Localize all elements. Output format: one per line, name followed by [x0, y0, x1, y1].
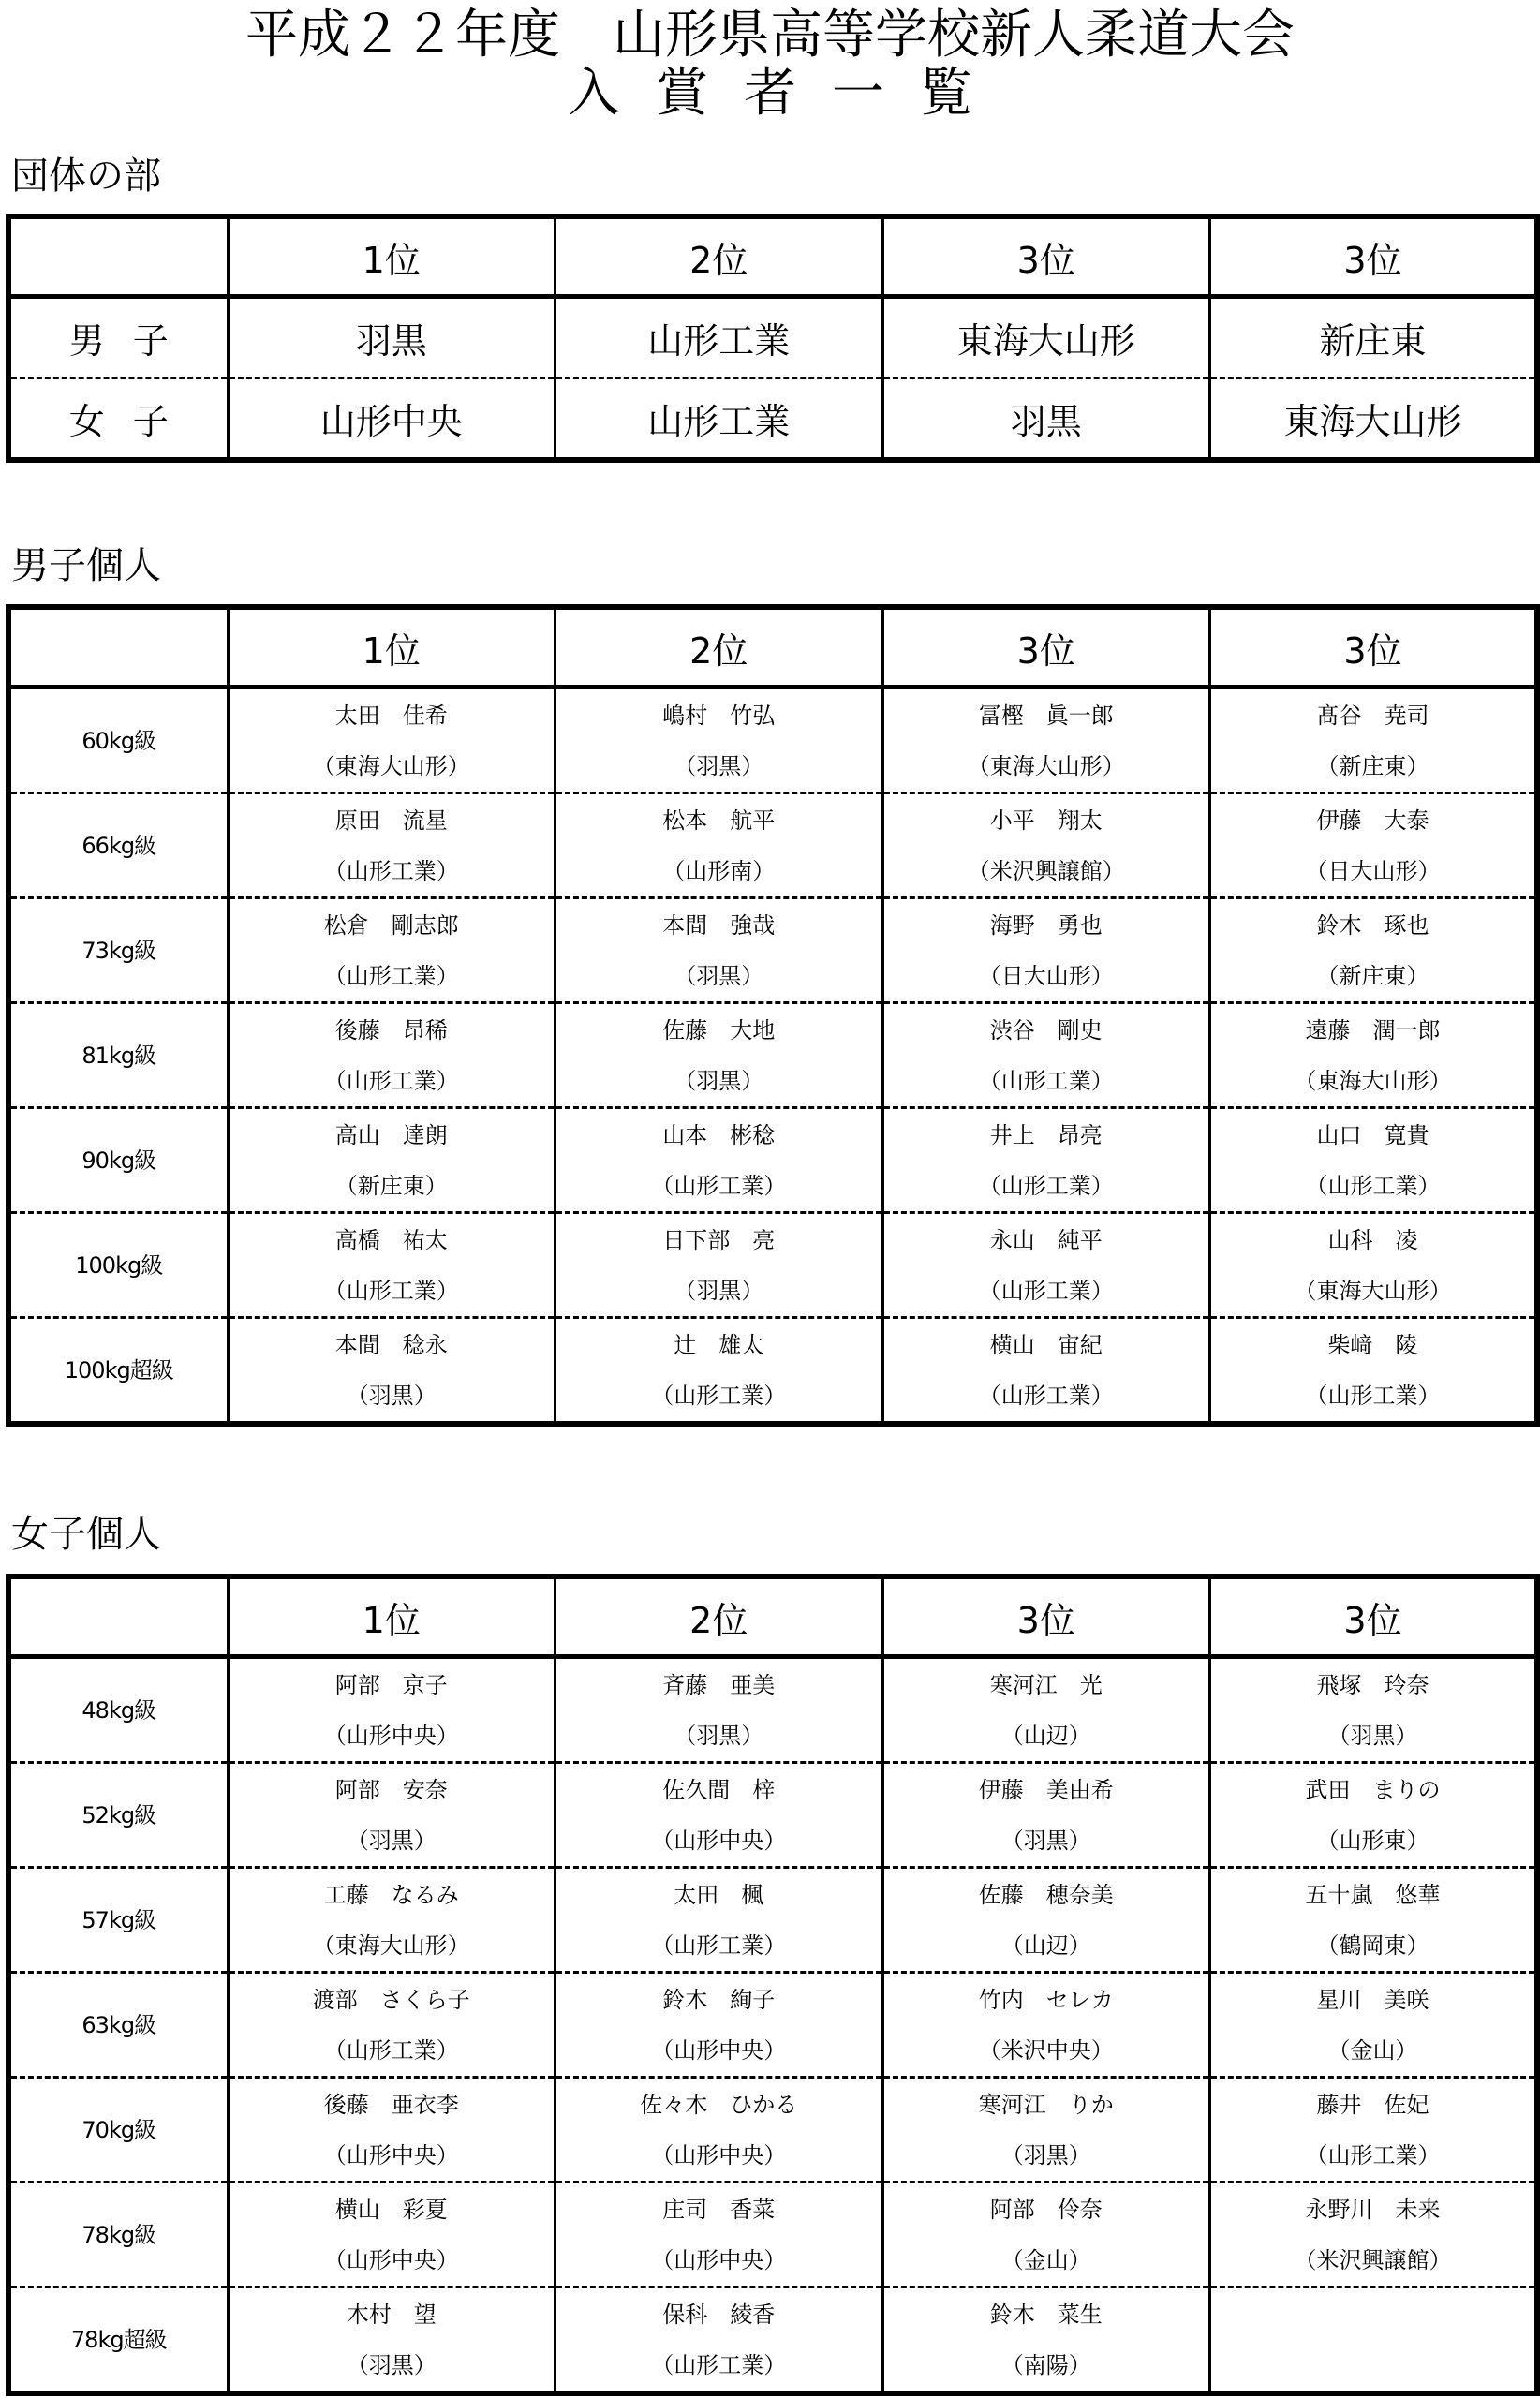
- athlete-name: 高橋 祐太: [334, 1226, 448, 1253]
- school-name: （山形中央）: [651, 2141, 787, 2169]
- weight-class-label: 90kg級: [8, 1108, 228, 1213]
- winner-cell: [1210, 1318, 1538, 1425]
- header-cell: 3位: [1210, 216, 1538, 297]
- winner-cell: [555, 1108, 883, 1213]
- school-name: （羽黒）: [1000, 2141, 1091, 2169]
- school-name: （羽黒）: [1327, 1722, 1418, 1749]
- winner-cell: [555, 1973, 883, 2078]
- winner-cell: [555, 1868, 883, 1973]
- athlete-name: 遠藤 潤一郎: [1305, 1016, 1441, 1044]
- winner-cell: [882, 2287, 1210, 2394]
- header-cell: 3位: [882, 607, 1210, 688]
- winner-cell: [1210, 2183, 1538, 2287]
- weight-class-label: 48kg級: [8, 1657, 228, 1763]
- athlete-name: 松倉 剛志郎: [323, 911, 459, 939]
- winner-cell: [555, 2287, 883, 2394]
- school-name: （鶴岡東）: [1316, 1932, 1429, 1959]
- table-header-row: [8, 607, 1537, 688]
- athlete-name: 藤井 佐妃: [1316, 2091, 1429, 2118]
- winner-cell: [228, 2183, 555, 2287]
- school-name: （羽黒）: [1000, 1827, 1091, 1854]
- winner-cell: [882, 1973, 1210, 2078]
- athlete-name: 伊藤 大泰: [1316, 807, 1429, 834]
- school-name: （東海大山形）: [312, 752, 470, 779]
- school-name: （東海大山形）: [1294, 1277, 1452, 1304]
- winner-cell: [882, 793, 1210, 898]
- header-cell: 3位: [882, 216, 1210, 297]
- athlete-name: 井上 昂亮: [989, 1121, 1103, 1148]
- athlete-name: 佐藤 大地: [662, 1016, 776, 1044]
- school-name: （山形工業）: [323, 1277, 459, 1304]
- category-label: 男子: [68, 320, 197, 362]
- athlete-name: 辻 雄太: [674, 1331, 764, 1358]
- winner-cell: [228, 793, 555, 898]
- athlete-name: 斉藤 亜美: [662, 1671, 776, 1698]
- winner-cell: [228, 2078, 555, 2183]
- athlete-name: 鈴木 絢子: [662, 1986, 776, 2013]
- header-cell: 2位: [555, 607, 883, 688]
- school-name: （山形工業）: [651, 1382, 787, 1409]
- table-row: [8, 1763, 1537, 1868]
- athlete-name: 山口 寛貴: [1316, 1121, 1429, 1148]
- athlete-name: 佐々木 ひかる: [640, 2091, 798, 2118]
- school-name: （日大山形）: [1305, 857, 1441, 884]
- header-cell: 1位: [228, 1576, 555, 1657]
- school-name: （東海大山形）: [1294, 1067, 1452, 1094]
- school-name: （東海大山形）: [312, 1932, 470, 1959]
- winner-cell: [555, 1763, 883, 1868]
- athlete-name: 庄司 香菜: [662, 2196, 776, 2223]
- athlete-name: 永山 純平: [989, 1226, 1103, 1253]
- winner-cell: [228, 1003, 555, 1108]
- winner-cell: [882, 1318, 1210, 1425]
- table-row: [8, 1657, 1537, 1763]
- athlete-name: 高山 達朗: [334, 1121, 448, 1148]
- winner-cell: [1210, 1108, 1538, 1213]
- winner-cell: [1210, 1003, 1538, 1108]
- school-name: （山形東）: [1316, 1827, 1429, 1854]
- header-cell: [8, 216, 228, 297]
- winner-cell: [228, 898, 555, 1003]
- team-section-label: 団体の部: [11, 155, 161, 198]
- winner-cell: [555, 2183, 883, 2287]
- athlete-name: 嶋村 竹弘: [662, 702, 776, 729]
- weight-class-label: 100kg級: [8, 1213, 228, 1318]
- table-row: [8, 2183, 1537, 2287]
- school-name: （山形工業）: [323, 857, 459, 884]
- school-name: （山形工業）: [651, 2351, 787, 2378]
- team-cell: 新庄東: [1210, 297, 1538, 378]
- school-name: （羽黒）: [674, 1067, 764, 1094]
- athlete-name: 横山 宙紀: [989, 1331, 1103, 1358]
- winner-cell: [1210, 2287, 1538, 2394]
- school-name: （南陽）: [1000, 2351, 1091, 2378]
- men-results-table: [6, 604, 1540, 1427]
- winner-cell: [228, 1318, 555, 1425]
- team-cell: 東海大山形: [882, 297, 1210, 378]
- athlete-name: 横山 彩夏: [334, 2196, 448, 2223]
- weight-class-label: 70kg級: [8, 2078, 228, 2183]
- winner-cell: [882, 1657, 1210, 1763]
- school-name: （羽黒）: [674, 962, 764, 989]
- athlete-name: 保科 綾香: [662, 2301, 776, 2328]
- header-cell: 2位: [555, 216, 883, 297]
- athlete-name: 木村 望: [346, 2301, 437, 2328]
- winner-cell: [1210, 1213, 1538, 1318]
- winner-cell: [555, 1213, 883, 1318]
- school-name: （山形工業）: [1305, 2141, 1441, 2169]
- winner-cell: [882, 1108, 1210, 1213]
- school-name: （山形工業）: [651, 1932, 787, 1959]
- athlete-name: 小平 翔太: [989, 807, 1103, 834]
- athlete-name: 海野 勇也: [989, 911, 1103, 939]
- table-row: [8, 2078, 1537, 2183]
- school-name: （米沢興譲館）: [1294, 2246, 1452, 2273]
- school-name: （山形工業）: [323, 2036, 459, 2064]
- winner-cell: [228, 2287, 555, 2394]
- athlete-name: 渡部 さくら子: [312, 1986, 470, 2013]
- athlete-name: 日下部 亮: [662, 1226, 776, 1253]
- winner-cell: [882, 2078, 1210, 2183]
- winner-cell: [228, 1108, 555, 1213]
- header-cell: 3位: [1210, 607, 1538, 688]
- athlete-name: 伊藤 美由希: [978, 1776, 1114, 1803]
- table-row: [8, 1318, 1537, 1425]
- athlete-name: 佐久間 梓: [662, 1776, 776, 1803]
- school-name: （山形中央）: [651, 2036, 787, 2064]
- winner-cell: [555, 1318, 883, 1425]
- school-name: （山形工業）: [323, 962, 459, 989]
- team-cell: 山形工業: [555, 297, 883, 378]
- women-section-label: 女子個人: [11, 1513, 161, 1556]
- school-name: （新庄東）: [1316, 962, 1429, 989]
- athlete-name: 鈴木 琢也: [1316, 911, 1429, 939]
- weight-class-label: 57kg級: [8, 1868, 228, 1973]
- athlete-name: 寒河江 光: [989, 1671, 1103, 1698]
- weight-class-label: 60kg級: [8, 688, 228, 793]
- school-name: （山形工業）: [978, 1172, 1114, 1199]
- school-name: （羽黒）: [674, 1277, 764, 1304]
- school-name: （山形工業）: [1305, 1172, 1441, 1199]
- athlete-name: 後藤 亜衣李: [323, 2091, 459, 2118]
- athlete-name: 髙谷 尭司: [1316, 702, 1429, 729]
- winner-cell: [1210, 688, 1538, 793]
- athlete-name: 太田 佳希: [334, 702, 448, 729]
- winner-cell: [228, 688, 555, 793]
- table-header-row: [8, 216, 1537, 297]
- header-cell: 2位: [555, 1576, 883, 1657]
- table-row: [8, 1868, 1537, 1973]
- winner-cell: [882, 1763, 1210, 1868]
- winner-cell: [882, 1003, 1210, 1108]
- school-name: （金山）: [1000, 2246, 1091, 2273]
- header-cell: [8, 607, 228, 688]
- athlete-name: 武田 まりの: [1305, 1776, 1441, 1803]
- header-cell: 1位: [228, 607, 555, 688]
- winner-cell: [555, 898, 883, 1003]
- table-row: [8, 2287, 1537, 2394]
- school-name: （山辺）: [1000, 1722, 1091, 1749]
- table-row: [8, 1003, 1537, 1108]
- school-name: （山辺）: [1000, 1932, 1091, 1959]
- winner-cell: [1210, 1657, 1538, 1763]
- winner-cell: [1210, 793, 1538, 898]
- athlete-name: 佐藤 穂奈美: [978, 1881, 1114, 1908]
- winner-cell: [228, 1973, 555, 2078]
- winner-cell: [228, 1657, 555, 1763]
- athlete-name: 冨樫 眞一郎: [978, 702, 1114, 729]
- winner-cell: [1210, 1763, 1538, 1868]
- team-cell: 羽黒: [228, 297, 555, 378]
- row-label: [8, 378, 228, 461]
- team-results-table: [6, 214, 1540, 463]
- team-cell: 山形工業: [555, 378, 883, 461]
- team-cell: 東海大山形: [1210, 378, 1538, 461]
- athlete-name: 太田 楓: [674, 1881, 764, 1908]
- school-name: （山形中央）: [323, 2141, 459, 2169]
- table-row: [8, 793, 1537, 898]
- school-name: （山形工業）: [651, 1172, 787, 1199]
- page-subtitle: 入賞者一覧: [568, 63, 1008, 124]
- school-name: （山形工業）: [1305, 1382, 1441, 1409]
- weight-class-label: 78kg級: [8, 2183, 228, 2287]
- athlete-name: 渋谷 剛史: [989, 1016, 1103, 1044]
- athlete-name: 山科 凌: [1327, 1226, 1418, 1253]
- school-name: （山形南）: [662, 857, 776, 884]
- school-name: （羽黒）: [674, 1722, 764, 1749]
- header-cell: 1位: [228, 216, 555, 297]
- winner-cell: [555, 688, 883, 793]
- athlete-name: 五十嵐 悠華: [1305, 1881, 1441, 1908]
- school-name: （山形工業）: [978, 1382, 1114, 1409]
- table-row: [8, 898, 1537, 1003]
- page-title: 平成２２年度 山形県高等学校新人柔道大会: [245, 5, 1295, 66]
- school-name: （山形工業）: [323, 1067, 459, 1094]
- weight-class-label: 78kg超級: [8, 2287, 228, 2394]
- winner-cell: [228, 1868, 555, 1973]
- school-name: （羽黒）: [346, 2351, 437, 2378]
- athlete-name: 本間 稔永: [334, 1331, 448, 1358]
- winner-cell: [555, 1657, 883, 1763]
- winner-cell: [555, 2078, 883, 2183]
- athlete-name: 山本 彬稔: [662, 1121, 776, 1148]
- weight-class-label: 100kg超級: [8, 1318, 228, 1425]
- table-row: [8, 1213, 1537, 1318]
- athlete-name: 星川 美咲: [1316, 1986, 1429, 2013]
- winner-cell: [1210, 1973, 1538, 2078]
- header-cell: [8, 1576, 228, 1657]
- school-name: （山形中央）: [651, 1827, 787, 1854]
- athlete-name: 柴﨑 陵: [1327, 1331, 1418, 1358]
- athlete-name: 後藤 昂稀: [334, 1016, 448, 1044]
- athlete-name: 本間 強哉: [662, 911, 776, 939]
- school-name: （米沢中央）: [978, 2036, 1114, 2064]
- winner-cell: [1210, 2078, 1538, 2183]
- winner-cell: [555, 793, 883, 898]
- school-name: （新庄東）: [1316, 752, 1429, 779]
- table-row: [8, 1973, 1537, 2078]
- school-name: （山形中央）: [651, 2246, 787, 2273]
- header-cell: 3位: [1210, 1576, 1538, 1657]
- row-label: [8, 297, 228, 378]
- winner-cell: [1210, 898, 1538, 1003]
- header-cell: 3位: [882, 1576, 1210, 1657]
- school-name: （山形中央）: [323, 2246, 459, 2273]
- women-results-table: [6, 1574, 1540, 2396]
- winner-cell: [555, 1003, 883, 1108]
- table-row: [8, 378, 1537, 461]
- weight-class-label: 52kg級: [8, 1763, 228, 1868]
- school-name: （米沢興譲館）: [967, 857, 1125, 884]
- winner-cell: [882, 2183, 1210, 2287]
- athlete-name: 永野川 未来: [1305, 2196, 1441, 2223]
- school-name: （山形中央）: [323, 1722, 459, 1749]
- school-name: （新庄東）: [334, 1172, 448, 1199]
- table-row: [8, 1108, 1537, 1213]
- athlete-name: 飛塚 玲奈: [1316, 1671, 1429, 1698]
- winner-cell: [882, 1213, 1210, 1318]
- athlete-name: 阿部 京子: [334, 1671, 448, 1698]
- winner-cell: [228, 1763, 555, 1868]
- school-name: （羽黒）: [346, 1827, 437, 1854]
- athlete-name: 阿部 伶奈: [989, 2196, 1103, 2223]
- athlete-name: 原田 流星: [334, 807, 448, 834]
- school-name: （羽黒）: [674, 752, 764, 779]
- school-name: （山形工業）: [978, 1277, 1114, 1304]
- athlete-name: 竹内 セレカ: [978, 1986, 1114, 2013]
- athlete-name: 工藤 なるみ: [323, 1881, 459, 1908]
- school-name: （日大山形）: [978, 962, 1114, 989]
- category-label: 女子: [68, 401, 197, 442]
- school-name: （東海大山形）: [967, 752, 1125, 779]
- team-cell: 羽黒: [882, 378, 1210, 461]
- school-name: （羽黒）: [346, 1382, 437, 1409]
- winner-cell: [228, 1213, 555, 1318]
- table-row: [8, 297, 1537, 378]
- athlete-name: 松本 航平: [662, 807, 776, 834]
- athlete-name: 寒河江 りか: [978, 2091, 1114, 2118]
- weight-class-label: 66kg級: [8, 793, 228, 898]
- weight-class-label: 63kg級: [8, 1973, 228, 2078]
- table-row: [8, 688, 1537, 793]
- winner-cell: [882, 1868, 1210, 1973]
- school-name: （金山）: [1327, 2036, 1418, 2064]
- team-cell: 山形中央: [228, 378, 555, 461]
- winner-cell: [882, 688, 1210, 793]
- school-name: （山形工業）: [978, 1067, 1114, 1094]
- athlete-name: 鈴木 菜生: [989, 2301, 1103, 2328]
- athlete-name: 阿部 安奈: [334, 1776, 448, 1803]
- weight-class-label: 73kg級: [8, 898, 228, 1003]
- winner-cell: [882, 898, 1210, 1003]
- men-section-label: 男子個人: [11, 544, 161, 587]
- winner-cell: [1210, 1868, 1538, 1973]
- table-header-row: [8, 1576, 1537, 1657]
- weight-class-label: 81kg級: [8, 1003, 228, 1108]
